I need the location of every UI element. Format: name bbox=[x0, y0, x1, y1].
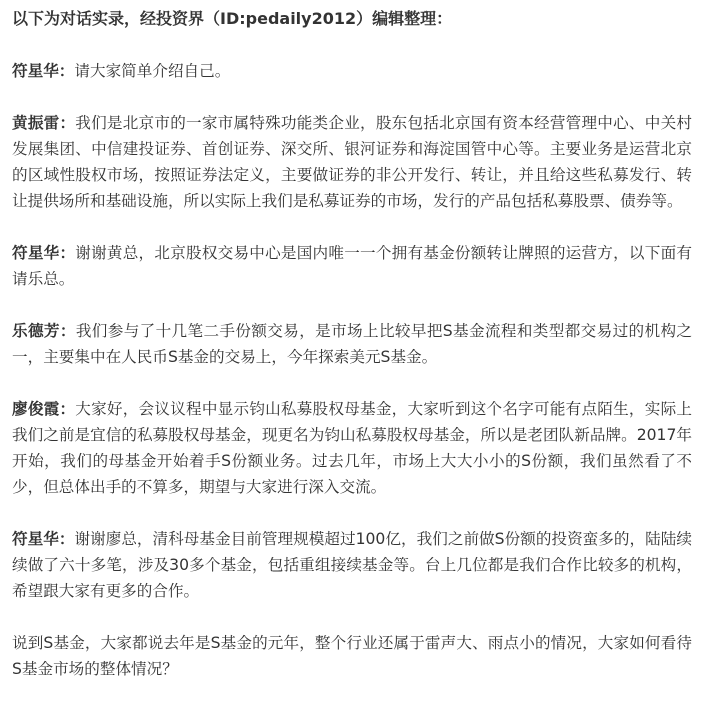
paragraph-text: 大家好，会议议程中显示钧山私募股权母基金，大家听到这个名字可能有点陌生，实际上我们之前是宜信的私募股权母基金，现更名为钧山私募股权母基金，所以是老团队新品牌。2017年开始，我们的母基金开始着手S份额业务。过去几年，市场上大大小小的S份额，我们虽然看了不少，但总体出手的不算多，期望与大家进行深入交流。 bbox=[12, 400, 692, 496]
paragraph-text: 我们是北京市的一家市属特殊功能类企业，股东包括北京国有资本经营管理中心、中关村发展集团、中信建投证券、首创证券、深交所、银河证券和海淀国管中心等。主要业务是运营北京的区域性股权市场，按照证券法定义，主要做证券的非公开发行、转让，并且给这些私募发行、转让提供场所和基础设施，所以实际上我们是私募证券的市场，发行的产品包括私募股票、债券等。 bbox=[12, 114, 692, 210]
speaker-name: 符星华： bbox=[12, 244, 76, 262]
paragraph-question-s-fund bbox=[12, 630, 692, 682]
paragraph-host-thanks-huang bbox=[12, 240, 692, 292]
paragraph-text: 谢谢黄总，北京股权交易中心是国内唯一一个拥有基金份额转让牌照的运营方，以下面有请乐总。 bbox=[12, 244, 692, 288]
speaker-name: 符星华： bbox=[12, 62, 75, 80]
speaker-name: 符星华： bbox=[12, 530, 75, 548]
speaker-name: 乐德芳： bbox=[12, 322, 76, 340]
intro-line: 以下为对话实录，经投资界（ID:pedaily2012）编辑整理： bbox=[12, 9, 453, 28]
paragraph-intro-request bbox=[12, 58, 692, 84]
paragraph-text: 谢谢廖总，清科母基金目前管理规模超过100亿，我们之前做S份额的投资蛮多的，陆陆续续做了六十多笔，涉及30多个基金，包括重组接续基金等。台上几位都是我们合作比较多的机构，希望跟大家有更多的合作。 bbox=[12, 530, 692, 600]
paragraph-text: 说到S基金，大家都说去年是S基金的元年，整个行业还属于雷声大、雨点小的情况，大家如何看待S基金市场的整体情况？ bbox=[12, 634, 692, 678]
speaker-name: 廖俊霞： bbox=[12, 400, 76, 418]
paragraph-text: 我们参与了十几笔二手份额交易，是市场上比较早把S基金流程和类型都交易过的机构之一，主要集中在人民币S基金的交易上，今年探索美元S基金。 bbox=[12, 322, 692, 366]
paragraph-huang-zhenlei bbox=[12, 110, 692, 214]
paragraph-le-defang bbox=[12, 318, 692, 370]
paragraph-liao-junxia bbox=[12, 396, 692, 500]
speaker-name: 黄振雷： bbox=[12, 114, 76, 132]
paragraph-host-thanks-liao bbox=[12, 526, 692, 604]
paragraph-text: 请大家简单介绍自己。 bbox=[74, 62, 231, 80]
